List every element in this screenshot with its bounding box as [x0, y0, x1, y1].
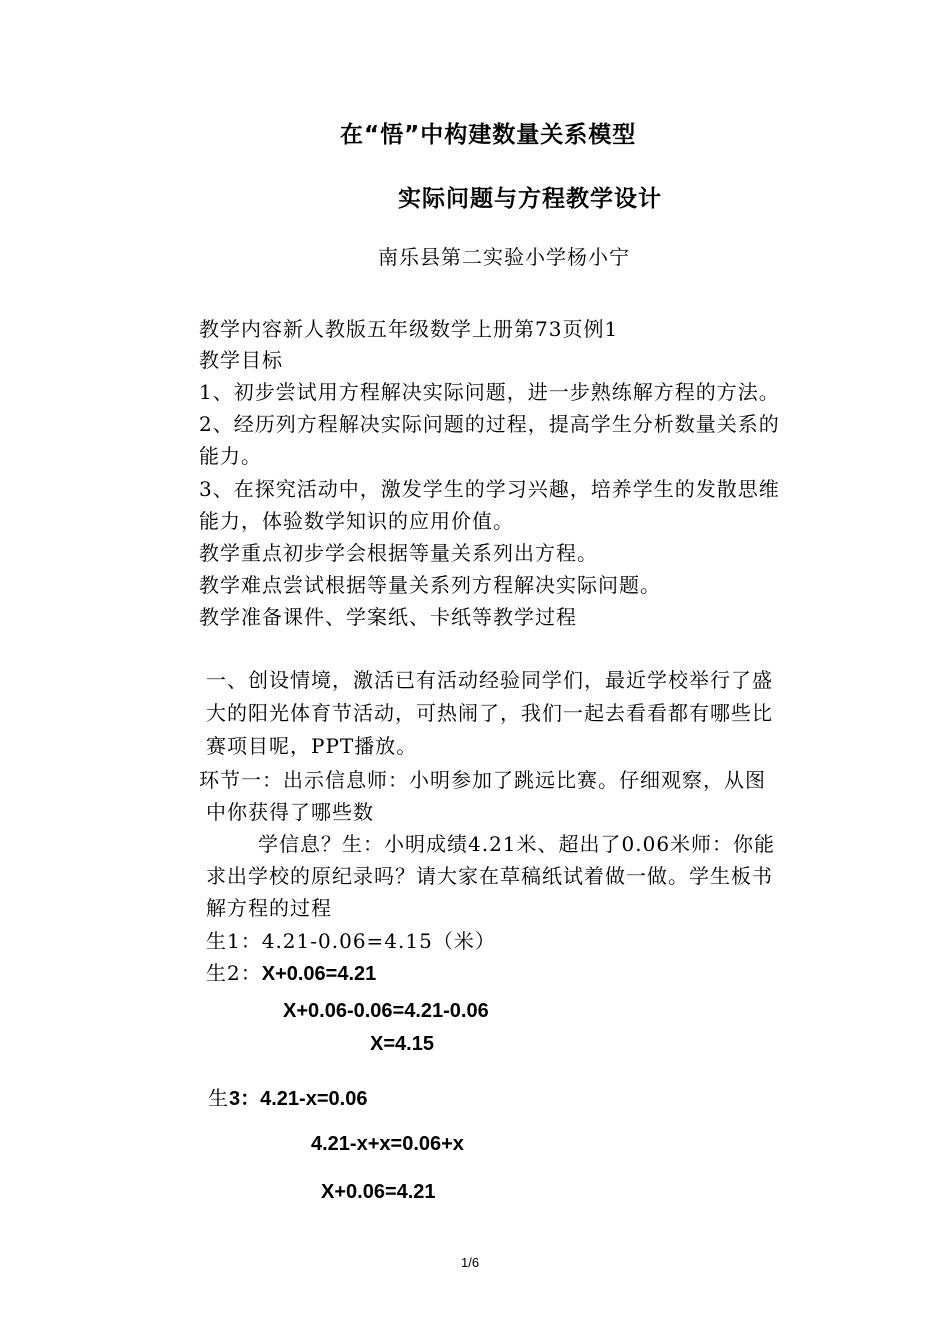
student-3-answer	[208, 1082, 367, 1111]
author-line: 南乐县第二实验小学杨小宁	[378, 245, 630, 269]
step-1-line-3: 学信息？生：小明成绩4.21米、超出了0.06米师：你能	[258, 832, 776, 856]
section-1-line-1: 一、创设情境，激活已有活动经验同学们，最近学校举行了盛	[206, 668, 773, 692]
objective-2-line-2: 能力。	[199, 444, 262, 468]
student-2-equation-1: X+0.06=4.21	[261, 963, 377, 985]
key-point-line: 教学重点初步学会根据等量关系列出方程。	[199, 541, 598, 565]
student-3-equation-3: X+0.06=4.21	[321, 1181, 436, 1203]
section-1-line-2: 大的阳光体育节活动，可热闹了，我们一起去看看都有哪些比	[206, 701, 773, 725]
objective-3-line-2: 能力，体验数学知识的应用价值。	[199, 509, 514, 533]
teaching-content-line: 教学内容新人教版五年级数学上册第73页例1	[199, 317, 619, 341]
step-1-line-5: 解方程的过程	[206, 896, 332, 920]
objective-1: 1、初步尝试用方程解决实际问题，进一步熟练解方程的方法。	[199, 380, 780, 404]
student-3-equation-2: 4.21-x+x=0.06+x	[311, 1133, 464, 1155]
step-1-line-2: 中你获得了哪些数	[206, 800, 374, 824]
student-2-equation-2: X+0.06-0.06=4.21-0.06	[283, 1000, 489, 1022]
objective-2-line-1: 2、经历列方程解决实际问题的过程，提高学生分析数量关系的	[199, 412, 780, 436]
difficulty-line: 教学难点尝试根据等量关系列方程解决实际问题。	[199, 573, 661, 597]
section-1-line-3: 赛项目呢，PPT播放。	[206, 734, 418, 758]
student-2-equation-3: X=4.15	[370, 1033, 434, 1055]
student-2-label: 生2：	[206, 961, 262, 985]
step-1-line-1: 环节一：出示信息师：小明参加了跳远比赛。仔细观察，从图	[199, 768, 766, 792]
student-3-label: 生	[208, 1086, 229, 1110]
student-1-answer: 生1：4.21-0.06=4.15（米）	[206, 929, 496, 953]
document-title: 在“悟”中构建数量关系模型	[340, 122, 637, 148]
preparation-line: 教学准备课件、学案纸、卡纸等教学过程	[199, 605, 577, 629]
student-3-equation-1: 4.21-x=0.06	[260, 1088, 368, 1110]
page-number: 1/6	[461, 1255, 480, 1270]
objectives-heading: 教学目标	[199, 348, 283, 372]
document-subtitle: 实际问题与方程教学设计	[398, 186, 662, 212]
step-1-line-4: 求出学校的原纪录吗？请大家在草稿纸试着做一做。学生板书	[206, 864, 773, 888]
student-3-number: 3：	[229, 1088, 261, 1110]
objective-3-line-1: 3、在探究活动中，激发学生的学习兴趣，培养学生的发散思维	[199, 477, 780, 501]
student-2-answer	[206, 957, 376, 986]
